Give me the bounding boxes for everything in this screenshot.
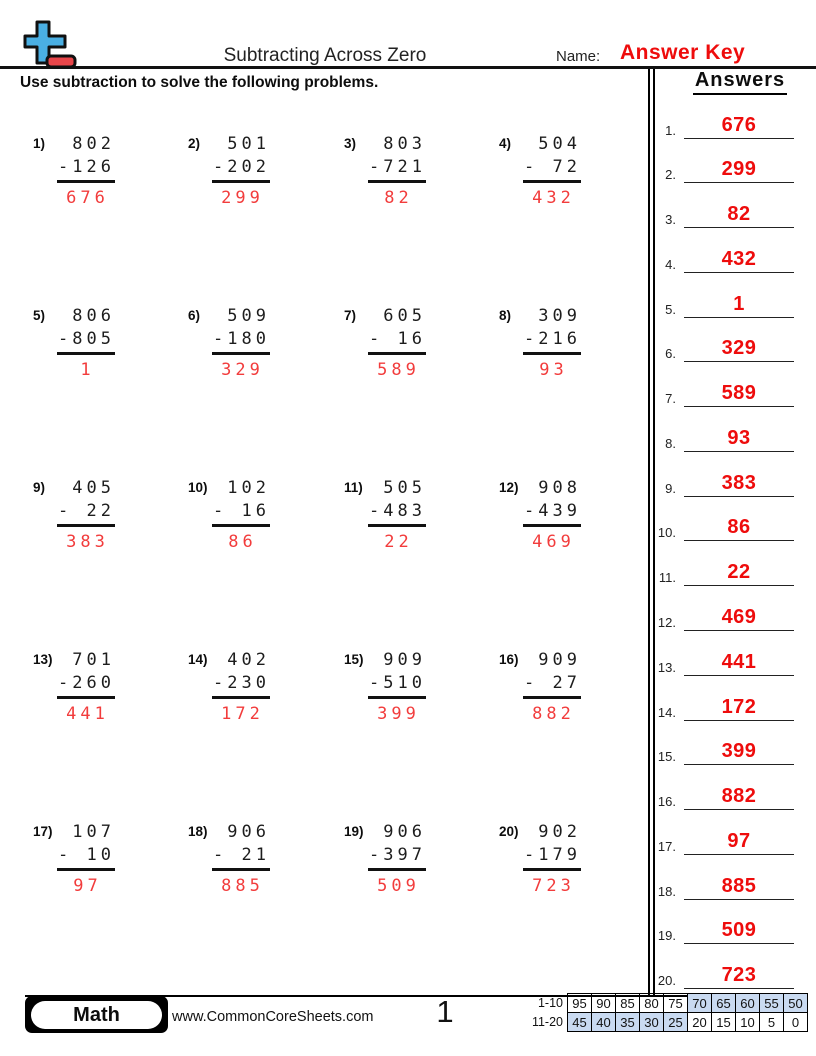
- answer-value: 86: [727, 516, 751, 539]
- problem-answer: 676: [66, 188, 109, 208]
- grading-cell: 85: [616, 994, 640, 1013]
- problem-minuend: 501: [227, 134, 270, 154]
- answer-value: 383: [721, 471, 757, 494]
- problem-minuend: 107: [72, 822, 115, 842]
- problem-label: 14): [188, 652, 208, 667]
- grading-cell: 75: [664, 994, 688, 1013]
- problem-subtrahend: -805: [57, 328, 115, 355]
- problem-subtrahend: - 21: [212, 844, 270, 871]
- answer-line: [684, 272, 794, 273]
- problem-answer: 93: [539, 360, 568, 380]
- problem-minuend: 605: [383, 306, 426, 326]
- problem-minuend: 505: [383, 478, 426, 498]
- problem-minuend: 906: [227, 822, 270, 842]
- problem-subtrahend: - 72: [523, 156, 581, 183]
- problem-label: 6): [188, 308, 201, 323]
- grading-cell: 45: [568, 1013, 592, 1032]
- problem-subtrahend: -397: [368, 844, 426, 871]
- problem-answer: 97: [73, 876, 102, 896]
- problem-subtrahend: - 16: [368, 328, 426, 355]
- answer-number: 1.: [665, 122, 676, 138]
- grading-cell: 15: [712, 1013, 736, 1032]
- answer-number: 11.: [658, 570, 676, 586]
- problem-subtrahend: -179: [523, 844, 581, 871]
- problem-subtrahend: - 16: [212, 500, 270, 527]
- problem-label: 11): [344, 480, 363, 495]
- problem-answer: 441: [66, 704, 109, 724]
- problem-subtrahend: -260: [57, 672, 115, 699]
- answer-line: [684, 361, 794, 362]
- answer-line: [684, 630, 794, 631]
- problem-label: 3): [344, 136, 357, 151]
- grading-cell: 55: [760, 994, 784, 1013]
- answer-value: 885: [721, 874, 757, 897]
- answer-line: [684, 317, 794, 318]
- answer-line: [684, 138, 794, 139]
- problem-answer: 469: [532, 532, 575, 552]
- grading-row-label: 11-20: [531, 1015, 563, 1029]
- answer-number: 2.: [665, 167, 676, 183]
- problem-minuend: 405: [72, 478, 115, 498]
- answer-number: 12.: [657, 614, 676, 630]
- answer-number: 5.: [665, 301, 676, 317]
- math-badge-label: Math: [31, 1001, 162, 1029]
- grading-cell: 30: [640, 1013, 664, 1032]
- answer-value: 469: [721, 605, 757, 628]
- problem-label: 13): [33, 652, 53, 667]
- problem-minuend: 909: [383, 650, 426, 670]
- grading-table: [526, 993, 808, 1032]
- problem-subtrahend: -216: [523, 328, 581, 355]
- answer-number: 15.: [657, 749, 676, 765]
- problem-answer: 432: [532, 188, 575, 208]
- problem-subtrahend: -180: [212, 328, 270, 355]
- problem-minuend: 402: [227, 650, 270, 670]
- answer-line: [684, 943, 794, 944]
- problem-minuend: 803: [383, 134, 426, 154]
- answer-line: [684, 451, 794, 452]
- grading-cell: 95: [568, 994, 592, 1013]
- grading-cell: 80: [640, 994, 664, 1013]
- problem-subtrahend: -510: [368, 672, 426, 699]
- answer-value: 399: [721, 740, 757, 763]
- grading-cell: 50: [784, 994, 808, 1013]
- problem-label: 18): [188, 824, 208, 839]
- problem-subtrahend: -202: [212, 156, 270, 183]
- answer-number: 3.: [665, 212, 676, 228]
- answer-line: [684, 809, 794, 810]
- answer-line: [684, 899, 794, 900]
- name-label: Name:: [556, 48, 601, 65]
- problem-label: 5): [33, 308, 46, 323]
- grading-cell: 5: [760, 1013, 784, 1032]
- page-title: Subtracting Across Zero: [223, 45, 427, 66]
- problem-minuend: 701: [72, 650, 115, 670]
- answer-value: 676: [721, 113, 757, 136]
- problem-answer: 172: [221, 704, 264, 724]
- grading-cell: 0: [784, 1013, 808, 1032]
- problem-answer: 1: [80, 360, 95, 380]
- answer-number: 6.: [665, 346, 676, 362]
- problem-label: 10): [188, 480, 208, 495]
- answer-line: [684, 585, 794, 586]
- answer-line: [684, 854, 794, 855]
- problem-label: 9): [33, 480, 46, 495]
- problem-minuend: 909: [538, 650, 581, 670]
- problem-label: 1): [33, 136, 46, 151]
- problem-answer: 299: [221, 188, 264, 208]
- answer-value: 509: [721, 919, 757, 942]
- problem-subtrahend: -126: [57, 156, 115, 183]
- problem-minuend: 504: [538, 134, 581, 154]
- answer-value: 882: [721, 785, 757, 808]
- answer-line: [684, 764, 794, 765]
- answer-line: [684, 720, 794, 721]
- answer-value: 329: [721, 337, 757, 360]
- problem-minuend: 802: [72, 134, 115, 154]
- answer-line: [684, 675, 794, 676]
- problem-answer: 399: [377, 704, 420, 724]
- answer-value: 441: [721, 650, 757, 673]
- answer-value: 723: [721, 964, 757, 987]
- answer-line: [684, 540, 794, 541]
- grading-cell: 35: [616, 1013, 640, 1032]
- answer-number: 7.: [665, 391, 676, 407]
- answer-number: 13.: [657, 659, 676, 675]
- answer-value: 432: [721, 247, 757, 270]
- problem-answer: 22: [384, 532, 413, 552]
- problem-label: 12): [499, 480, 519, 495]
- problem-answer: 509: [377, 876, 420, 896]
- grading-cell: 70: [688, 994, 712, 1013]
- answer-key-value: Answer Key: [620, 41, 746, 64]
- answer-number: 20.: [657, 973, 676, 989]
- problem-label: 19): [344, 824, 364, 839]
- problem-minuend: 902: [538, 822, 581, 842]
- grading-cell: 90: [592, 994, 616, 1013]
- answer-value: 589: [721, 382, 757, 405]
- grading-cell: 20: [688, 1013, 712, 1032]
- problem-minuend: 806: [72, 306, 115, 326]
- answer-value: 82: [727, 203, 751, 226]
- problem-label: 17): [33, 824, 53, 839]
- answer-number: 10.: [657, 525, 676, 541]
- answer-number: 4.: [665, 256, 676, 272]
- problem-minuend: 509: [227, 306, 270, 326]
- problem-label: 8): [499, 308, 512, 323]
- problem-answer: 329: [221, 360, 264, 380]
- answer-value: 172: [721, 695, 757, 718]
- answers-heading: Answers: [693, 69, 787, 95]
- answer-number: 18.: [657, 883, 676, 899]
- problem-minuend: 908: [538, 478, 581, 498]
- problem-label: 16): [499, 652, 519, 667]
- problem-answer: 885: [221, 876, 264, 896]
- answer-line: [684, 182, 794, 183]
- answer-number: 17.: [657, 838, 676, 854]
- problem-answer: 82: [384, 188, 413, 208]
- answer-number: 9.: [665, 480, 676, 496]
- answer-value: 1: [733, 292, 745, 315]
- problem-answer: 723: [532, 876, 575, 896]
- page-number: 1: [436, 994, 454, 1029]
- problem-answer: 86: [228, 532, 257, 552]
- problem-subtrahend: -721: [368, 156, 426, 183]
- answer-line: [684, 227, 794, 228]
- instruction-text: Use subtraction to solve the following problems.: [20, 74, 379, 91]
- problem-minuend: 102: [227, 478, 270, 498]
- problem-answer: 383: [66, 532, 109, 552]
- problem-subtrahend: - 27: [523, 672, 581, 699]
- answer-line: [684, 496, 794, 497]
- answer-value: 93: [727, 426, 751, 449]
- grading-cell: 40: [592, 1013, 616, 1032]
- math-badge: [25, 996, 168, 1033]
- answer-value: 299: [721, 158, 757, 181]
- grading-cell: 25: [664, 1013, 688, 1032]
- answer-line: [684, 406, 794, 407]
- grading-cell: 10: [736, 1013, 760, 1032]
- problem-label: 4): [499, 136, 512, 151]
- grading-row-label: 1-10: [537, 996, 563, 1010]
- grading-cell: 60: [736, 994, 760, 1013]
- answer-value: 97: [727, 829, 751, 852]
- problem-subtrahend: -483: [368, 500, 426, 527]
- problem-minuend: 906: [383, 822, 426, 842]
- problem-subtrahend: - 22: [57, 500, 115, 527]
- answer-value: 22: [727, 561, 751, 584]
- problem-subtrahend: - 10: [57, 844, 115, 871]
- problem-subtrahend: -230: [212, 672, 270, 699]
- answer-number: 19.: [657, 928, 676, 944]
- problem-answer: 589: [377, 360, 420, 380]
- problem-answer: 882: [532, 704, 575, 724]
- problem-label: 20): [499, 824, 519, 839]
- problem-label: 7): [344, 308, 357, 323]
- answer-number: 16.: [657, 794, 676, 810]
- grading-cell: 65: [712, 994, 736, 1013]
- answer-line: [684, 988, 794, 989]
- problem-subtrahend: -439: [523, 500, 581, 527]
- website-url: www.CommonCoreSheets.com: [172, 1009, 374, 1025]
- problem-label: 15): [344, 652, 364, 667]
- problem-label: 2): [188, 136, 201, 151]
- answer-number: 14.: [657, 704, 676, 720]
- answer-number: 8.: [665, 435, 676, 451]
- problem-minuend: 309: [538, 306, 581, 326]
